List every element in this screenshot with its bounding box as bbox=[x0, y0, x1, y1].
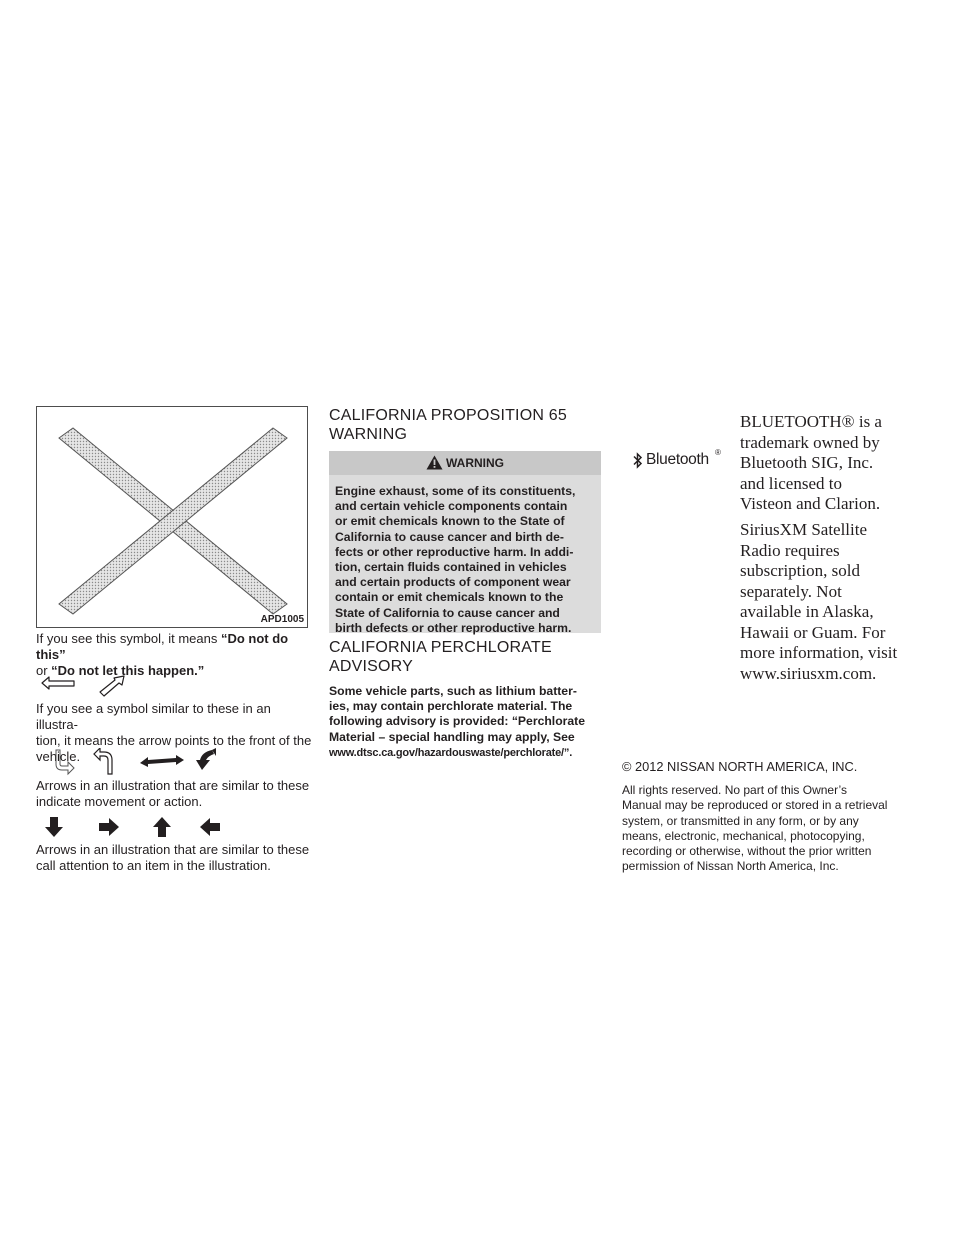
registered-mark: ® bbox=[715, 448, 721, 457]
rights-line: Manual may be reproduced or stored in a retrieval bbox=[622, 798, 888, 813]
bluetooth-trademark bbox=[740, 412, 940, 515]
heading-line: WARNING bbox=[329, 426, 408, 443]
text-line: tion, it means the arrow points to the front of the bbox=[36, 733, 312, 748]
siriusxm-notice bbox=[740, 520, 940, 684]
warning-text bbox=[335, 484, 597, 636]
perchlorate-heading bbox=[329, 638, 601, 676]
advisory-line: Some vehicle parts, such as lithium batter- bbox=[329, 684, 577, 698]
warning-line: State of California to cause cancer and bbox=[335, 605, 560, 620]
movement-arrow-icon bbox=[56, 750, 74, 774]
warning-line: or emit chemicals known to the State of bbox=[335, 514, 565, 529]
bt-line: trademark owned by bbox=[740, 432, 880, 452]
advisory-url: www.dtsc.ca.gov/hazardouswaste/perchlorate/”. bbox=[329, 746, 573, 759]
rights-notice bbox=[622, 783, 898, 875]
warning-triangle-icon bbox=[426, 455, 443, 474]
text-line: call attention to an item in the illustration. bbox=[36, 858, 271, 873]
bluetooth-logo bbox=[633, 450, 725, 472]
rights-line: permission of Nissan North America, Inc. bbox=[622, 859, 839, 874]
bt-line: BLUETOOTH® is a bbox=[740, 412, 882, 431]
warning-title-text: WARNING bbox=[446, 456, 504, 470]
text-line: If you see a symbol similar to these in an illustra- bbox=[36, 701, 271, 732]
advisory-line: following advisory is provided: “Perchlorate bbox=[329, 714, 585, 729]
text-line: Arrows in an illustration that are similar to these bbox=[36, 842, 310, 857]
advisory-line: Material – special handling may apply, See bbox=[329, 729, 575, 744]
warning-line: Engine exhaust, some of its constituents, bbox=[335, 484, 576, 498]
movement-arrow-icon bbox=[196, 748, 216, 770]
bt-line: and licensed to bbox=[740, 473, 842, 493]
movement-arrows-row bbox=[52, 748, 222, 776]
bluetooth-logo-icon bbox=[633, 452, 643, 474]
attention-arrow-icon bbox=[200, 818, 220, 836]
sirius-line: SiriusXM Satellite bbox=[740, 520, 868, 539]
bt-line: Visteon and Clarion. bbox=[740, 494, 881, 513]
sirius-line: Hawaii or Guam. For bbox=[740, 622, 886, 642]
rights-line: system, or transmitted in any form, or by any bbox=[622, 813, 859, 828]
perchlorate-advisory bbox=[329, 684, 601, 761]
text-line: indicate movement or action. bbox=[36, 794, 203, 809]
sirius-line: available in Alaska, bbox=[740, 602, 874, 621]
warning-line: California to cause cancer and birth de- bbox=[335, 529, 564, 544]
attention-arrows-row bbox=[44, 816, 224, 838]
warning-line: tion, certain fluids contained in vehicles bbox=[335, 560, 567, 575]
heading-line: CALIFORNIA PROPOSITION 65 bbox=[329, 407, 567, 424]
warning-title bbox=[329, 455, 601, 474]
do-not-x-icon bbox=[37, 407, 307, 627]
text-line: Arrows in an illustration that are similar to these bbox=[36, 778, 310, 793]
front-arrow-icon bbox=[100, 676, 124, 696]
rights-line: means, electronic, mechanical, photocopying, bbox=[622, 828, 865, 843]
warning-line: fects or other reproductive harm. In addi- bbox=[335, 544, 574, 559]
symbol-meaning-1: “Do not do this” bbox=[36, 631, 289, 662]
heading-line: CALIFORNIA PERCHLORATE bbox=[329, 639, 552, 656]
movement-arrow-icon bbox=[140, 755, 184, 767]
bluetooth-wordmark: Bluetooth bbox=[646, 451, 709, 468]
symbol-intro: If you see this symbol, it means bbox=[36, 631, 221, 646]
attention-arrow-icon bbox=[153, 817, 171, 837]
sirius-line: www.siriusxm.com. bbox=[740, 663, 877, 683]
warning-line: birth defects or other reproductive harm. bbox=[335, 620, 572, 635]
warning-box bbox=[329, 451, 601, 633]
symbol-explanation bbox=[36, 631, 312, 679]
symbol-or: or bbox=[36, 663, 52, 678]
warning-line: and certain vehicle components contain bbox=[335, 499, 568, 514]
text-line: vehicle. bbox=[36, 749, 81, 764]
figure-code: APD1005 bbox=[260, 614, 304, 625]
prop65-heading bbox=[329, 406, 601, 444]
sirius-line: Radio requires bbox=[740, 540, 840, 560]
sirius-line: subscription, sold bbox=[740, 561, 860, 580]
movement-text bbox=[36, 778, 312, 810]
sirius-line: separately. Not bbox=[740, 581, 842, 601]
attention-text bbox=[36, 842, 312, 874]
front-arrow-icon bbox=[42, 677, 74, 689]
heading-line: ADVISORY bbox=[329, 658, 413, 675]
bt-line: Bluetooth SIG, Inc. bbox=[740, 453, 874, 472]
attention-arrow-icon bbox=[45, 817, 63, 837]
symbol-meaning-2: “Do not let this happen.” bbox=[51, 663, 205, 678]
do-not-symbol-figure bbox=[36, 406, 308, 628]
advisory-line: ies, may contain perchlorate material. The bbox=[329, 699, 573, 714]
front-arrows-row bbox=[40, 675, 130, 697]
attention-arrow-icon bbox=[99, 818, 119, 836]
rights-line: recording or otherwise, without the prior written bbox=[622, 844, 872, 859]
copyright: © 2012 NISSAN NORTH AMERICA, INC. bbox=[622, 759, 858, 774]
sirius-line: more information, visit bbox=[740, 643, 898, 662]
rights-line: All rights reserved. No part of this Owner’s bbox=[622, 783, 847, 797]
movement-arrow-icon bbox=[94, 748, 112, 774]
warning-line: contain or emit chemicals known to the bbox=[335, 590, 564, 605]
warning-line: and certain products of component wear bbox=[335, 575, 571, 590]
